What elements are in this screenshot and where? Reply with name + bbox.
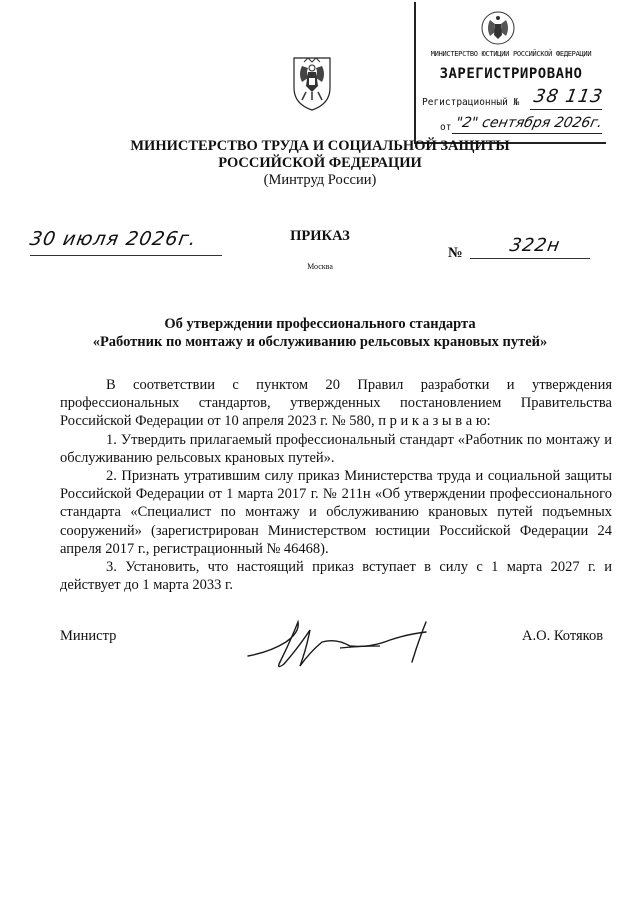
order-title-line1: Об утверждении профессионального стандарта (164, 316, 476, 332)
body-item-2: 2. Признать утратившим силу приказ Министерства труда и социальной защиты Российской Федерации от 1 марта 2017 г. № 211н «Об утверждении профессионального стандарта «Специалист по монтажу и обслуживанию крановых путей подъемных сооружений» (зарегистрирован Министерством юстиции Российской Федерации 24 апреля 2017 г., регистрационный № 46468). (60, 468, 612, 557)
body-item-1: 1. Утвердить прилагаемый профессиональный стандарт «Работник по монтажу и обслуживанию рельсовых крановых путей». (60, 431, 612, 466)
signer-name: А.О. Котяков (522, 628, 604, 644)
stamp-ministry: МИНИСТЕРСТВО ЮСТИЦИИ РОССИЙСКОЙ ФЕДЕРАЦИИ (430, 50, 592, 58)
stamp-number-line (530, 109, 602, 110)
stamp-date: "2" сентября 2026г. (454, 115, 604, 131)
ministry-name-line1: МИНИСТЕРСТВО ТРУДА И СОЦИАЛЬНОЙ ЗАЩИТЫ (130, 138, 510, 154)
stamp-number: 38 113 (532, 86, 605, 107)
body-intro: В соответствии с пунктом 20 Правил разработки и утверждения профессиональных стандартов, утвержденных постановлением Правительства Российской Федерации от 10 апреля 2023 г. № 580, п р и к а з ы в а ю: (60, 377, 612, 430)
order-number-line (470, 258, 590, 259)
ministry-name-line2: РОССИЙСКОЙ ФЕДЕРАЦИИ (218, 155, 422, 171)
signer-position: Министр (60, 628, 117, 644)
order-date-line (30, 255, 222, 256)
order-number: 322н (508, 235, 562, 256)
order-city: Москва (307, 262, 333, 271)
order-number-sign: № (448, 245, 463, 261)
stamp-number-label: Регистрационный № (422, 97, 520, 108)
coat-of-arms-icon (288, 52, 336, 112)
order-title-line2: «Работник по монтажу и обслуживанию рельсовых крановых путей» (92, 334, 548, 350)
document-type: ПРИКАЗ (290, 228, 350, 244)
handwritten-signature (240, 612, 440, 672)
stamp-date-line (452, 133, 602, 134)
ministry-short-name: (Минтруд России) (263, 172, 377, 188)
body-item-3: 3. Установить, что настоящий приказ вступает в силу с 1 марта 2027 г. и действует до 1 марта 2033 г. (60, 559, 612, 594)
stamp-date-label: от (440, 122, 452, 133)
order-date: 30 июля 2026г. (28, 228, 199, 250)
stamp-coat-of-arms-icon (480, 8, 516, 48)
order-body (60, 376, 612, 594)
stamp-registered: ЗАРЕГИСТРИРОВАНО (439, 66, 583, 82)
